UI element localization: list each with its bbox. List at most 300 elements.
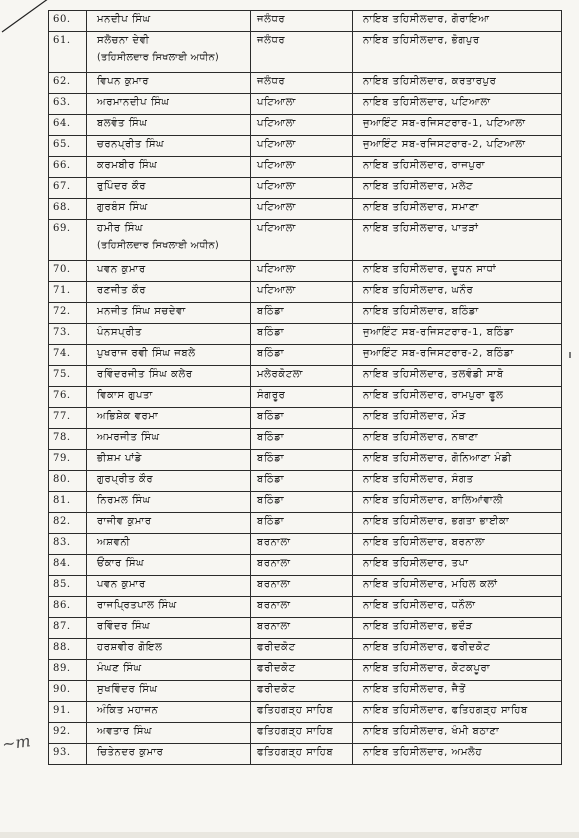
name-cell-text: ਹਰਸ਼ਵੀਰ ਗੋਇਲ xyxy=(97,642,163,653)
table-row xyxy=(49,303,562,324)
posting-cell xyxy=(353,576,562,597)
serial-number-cell xyxy=(49,324,87,345)
posting-cell-text: ਨਾਇਬ ਤਹਿਸੀਲਦਾਰ, ਮਲੇਟ xyxy=(363,181,474,192)
district-cell-text: ਫਤਿਹਗੜ੍ਹ ਸਾਹਿਬ xyxy=(257,726,334,737)
name-cell xyxy=(87,115,251,136)
table-row xyxy=(49,115,562,136)
serial-number-cell-text: 69. xyxy=(53,223,71,234)
name-cell-text: ਰਵਿੰਦਰਜੀਤ ਸਿੰਘ ਕਲੇਰ xyxy=(97,369,193,380)
district-cell-text: ਬਠਿੰਡਾ xyxy=(257,495,285,506)
posting-cell-text: ਨਾਇਬ ਤਹਿਸੀਲਦਾਰ, ਕਰਤਾਰਪੁਰ xyxy=(363,76,497,87)
posting-cell-text: ਨਾਇਬ ਤਹਿਸੀਲਦਾਰ, ਨਥਾਣਾ xyxy=(363,432,479,443)
name-cell xyxy=(87,32,251,73)
district-cell xyxy=(251,576,353,597)
name-cell xyxy=(87,681,251,702)
serial-number-cell-text: 73. xyxy=(53,327,71,338)
name-cell xyxy=(87,723,251,744)
district-cell-text: ਬਠਿੰਡਾ xyxy=(257,474,285,485)
posting-cell-text: ਨਾਇਬ ਤਹਿਸੀਲਦਾਰ, ਮਹਿਲ ਕਲਾਂ xyxy=(363,579,498,590)
district-cell-text: ਫਰੀਦਕੋਟ xyxy=(257,642,296,653)
name-cell xyxy=(87,429,251,450)
serial-number-cell-text: 65. xyxy=(53,139,71,150)
posting-cell-text: ਨਾਇਬ ਤਹਿਸੀਲਦਾਰ, ਸਮਾਣਾ xyxy=(363,202,479,213)
table-row xyxy=(49,345,562,366)
serial-number-cell xyxy=(49,199,87,220)
district-cell-text: ਫਤਿਹਗੜ੍ਹ ਸਾਹਿਬ xyxy=(257,747,334,758)
name-cell-text: ਮਨਦੀਪ ਸਿੰਘ xyxy=(97,14,151,25)
district-cell-text: ਬਠਿੰਡਾ xyxy=(257,348,285,359)
serial-number-cell xyxy=(49,471,87,492)
serial-number-cell-text: 62. xyxy=(53,76,71,87)
district-cell xyxy=(251,345,353,366)
district-cell xyxy=(251,639,353,660)
posting-cell-text: ਨਾਇਬ ਤਹਿਸੀਲਦਾਰ, ਬਾਲਿਆਂਵਾਲੀ xyxy=(363,495,504,506)
district-cell xyxy=(251,681,353,702)
name-cell-text: ਚਰਨਪ੍ਰੀਤ ਸਿੰਘ xyxy=(97,139,165,150)
district-cell xyxy=(251,303,353,324)
name-cell xyxy=(87,220,251,261)
posting-cell-text: ਨਾਇਬ ਤਹਿਸੀਲਦਾਰ, ਰਾਮਪੁਰਾ ਫੂਲ xyxy=(363,390,504,401)
posting-cell-text: ਨਾਇਬ ਤਹਿਸੀਲਦਾਰ, ਭਦੌੜ xyxy=(363,621,473,632)
name-cell-text: ਗੁਰਬੰਸ ਸਿੰਘ xyxy=(97,202,148,213)
district-cell xyxy=(251,136,353,157)
posting-cell xyxy=(353,11,562,32)
district-cell xyxy=(251,660,353,681)
district-cell xyxy=(251,157,353,178)
name-cell xyxy=(87,136,251,157)
serial-number-cell xyxy=(49,555,87,576)
posting-cell xyxy=(353,366,562,387)
serial-number-cell xyxy=(49,73,87,94)
name-cell-text: ਕਰਮਬੀਰ ਸਿੰਘ xyxy=(97,160,158,171)
posting-cell-text: ਨਾਇਬ ਤਹਿਸੀਲਦਾਰ, ਪਾਤੜਾਂ xyxy=(363,223,479,234)
table-body xyxy=(49,11,562,765)
name-cell xyxy=(87,597,251,618)
serial-number-cell xyxy=(49,702,87,723)
posting-cell xyxy=(353,450,562,471)
handwritten-margin-mark: ~m xyxy=(0,731,32,754)
name-cell-text: ਰਵਿੰਦਰ ਸਿੰਘ xyxy=(97,621,151,632)
serial-number-cell xyxy=(49,429,87,450)
posting-cell xyxy=(353,723,562,744)
name-cell-text: ਸੁਖਵਿੰਦਰ ਸਿੰਘ xyxy=(97,684,158,695)
district-cell-text: ਪਟਿਆਲਾ xyxy=(257,139,296,150)
name-cell-text: ਰਣਜੀਤ ਕੌਰ xyxy=(97,285,147,296)
district-cell-text: ਪਟਿਆਲਾ xyxy=(257,202,296,213)
name-cell xyxy=(87,366,251,387)
serial-number-cell-text: 84. xyxy=(53,558,71,569)
posting-cell-text: ਨਾਇਬ ਤਹਿਸੀਲਦਾਰ, ਦੂਧਨ ਸਾਧਾਂ xyxy=(363,264,497,275)
serial-number-cell-text: 74. xyxy=(53,348,71,359)
serial-number-cell xyxy=(49,723,87,744)
name-cell xyxy=(87,408,251,429)
district-cell xyxy=(251,492,353,513)
posting-cell-text: ਨਾਇਬ ਤਹਿਸੀਲਦਾਰ, ਖੰਮੀ ਬਠਾਣਾ xyxy=(363,726,500,737)
serial-number-cell xyxy=(49,744,87,765)
posting-cell xyxy=(353,429,562,450)
posting-cell-text: ਨਾਇਬ ਤਹਿਸੀਲਦਾਰ, ਰਾਜਪੁਰਾ xyxy=(363,160,486,171)
name-cell xyxy=(87,345,251,366)
table-row xyxy=(49,73,562,94)
serial-number-cell-text: 86. xyxy=(53,600,71,611)
name-cell-text: ਮੰਘਣ ਸਿੰਘ xyxy=(97,663,142,674)
name-cell-text: ਅਸ਼ਵਨੀ xyxy=(97,537,131,548)
page-bottom-edge xyxy=(0,832,579,838)
posting-cell-text: ਨਾਇਬ ਤਹਿਸੀਲਦਾਰ, ਪਟਿਆਲਾ xyxy=(363,97,491,108)
name-cell-text: ਗੁਰਪ੍ਰੀਤ ਕੌਰ xyxy=(97,474,154,485)
district-cell xyxy=(251,618,353,639)
name-cell-text: ਵਿਕਾਸ ਗੁਪਤਾ xyxy=(97,390,153,401)
table-row xyxy=(49,32,562,73)
district-cell-text: ਪਟਿਆਲਾ xyxy=(257,223,296,234)
district-cell-text: ਬਰਨਾਲਾ xyxy=(257,621,291,632)
district-cell xyxy=(251,282,353,303)
district-cell-text: ਪਟਿਆਲਾ xyxy=(257,264,296,275)
district-cell xyxy=(251,178,353,199)
posting-cell-text: ਨਾਇਬ ਤਹਿਸੀਲਦਾਰ, ਕੋਟਕਪੂਰਾ xyxy=(363,663,491,674)
serial-number-cell-text: 70. xyxy=(53,264,71,275)
serial-number-cell xyxy=(49,597,87,618)
district-cell-text: ਪਟਿਆਲਾ xyxy=(257,118,296,129)
posting-cell xyxy=(353,702,562,723)
serial-number-cell-text: 67. xyxy=(53,181,71,192)
name-cell-text: ਅਵਤਾਰ ਸਿੰਘ xyxy=(97,726,153,737)
district-cell-text: ਮਲੇਰਕੋਟਲਾ xyxy=(257,369,303,380)
district-cell xyxy=(251,324,353,345)
district-cell xyxy=(251,534,353,555)
serial-number-cell-text: 78. xyxy=(53,432,71,443)
posting-cell xyxy=(353,513,562,534)
posting-cell xyxy=(353,303,562,324)
posting-cell-text: ਨਾਇਬ ਤਹਿਸੀਲਦਾਰ, ਭੋਗਪੁਰ xyxy=(363,35,480,46)
serial-number-cell-text: 77. xyxy=(53,411,71,422)
district-cell xyxy=(251,220,353,261)
posting-cell xyxy=(353,282,562,303)
name-cell xyxy=(87,282,251,303)
district-cell xyxy=(251,702,353,723)
serial-number-cell-text: 85. xyxy=(53,579,71,590)
posting-cell-text: ਜੁਆਇੰਟ ਸਬ-ਰਜਿਸਟਰਾਰ-1, ਪਟਿਆਲਾ xyxy=(363,118,526,129)
district-cell xyxy=(251,11,353,32)
table-row xyxy=(49,534,562,555)
posting-cell xyxy=(353,471,562,492)
name-cell-text: ਰਾਜਪ੍ਰਿਤਪਾਲ ਸਿੰਘ xyxy=(97,600,177,611)
name-cell-text: ਪੁਖਰਾਜ ਰਵੀ ਸਿੰਘ ਜਬਲੇ xyxy=(97,348,196,359)
posting-cell-text: ਨਾਇਬ ਤਹਿਸੀਲਦਾਰ, ਬਰਨਾਲਾ xyxy=(363,537,486,548)
name-cell xyxy=(87,178,251,199)
table-row xyxy=(49,157,562,178)
table-row xyxy=(49,597,562,618)
name-cell-text: ਨਿਰਮਲ ਸਿੰਘ xyxy=(97,495,151,506)
serial-number-cell xyxy=(49,387,87,408)
posting-cell xyxy=(353,73,562,94)
posting-cell xyxy=(353,597,562,618)
name-cell-text: ਸਲੋਚਨਾ ਦੇਵੀ xyxy=(97,35,150,46)
serial-number-cell xyxy=(49,94,87,115)
table-row xyxy=(49,366,562,387)
posting-cell-text: ਨਾਇਬ ਤਹਿਸੀਲਦਾਰ, ਬਠਿੰਡਾ xyxy=(363,306,479,317)
name-cell-text: ਮਨਜੀਤ ਸਿੰਘ ਸਚਦੇਵਾ xyxy=(97,306,186,317)
serial-number-cell-text: 76. xyxy=(53,390,71,401)
posting-cell xyxy=(353,324,562,345)
district-cell-text: ਜਲੰਧਰ xyxy=(257,76,286,87)
serial-number-cell xyxy=(49,178,87,199)
transfer-posting-table xyxy=(48,10,562,765)
name-cell xyxy=(87,576,251,597)
name-cell xyxy=(87,73,251,94)
table-row xyxy=(49,282,562,303)
table-row xyxy=(49,702,562,723)
posting-cell-text: ਨਾਇਬ ਤਹਿਸੀਲਦਾਰ, ਤਪਾ xyxy=(363,558,469,569)
name-cell xyxy=(87,324,251,345)
district-cell-text: ਬਠਿੰਡਾ xyxy=(257,411,285,422)
posting-cell-text: ਨਾਇਬ ਤਹਿਸੀਲਦਾਰ, ਅਮਲੋਹ xyxy=(363,747,483,758)
posting-cell-text: ਨਾਇਬ ਤਹਿਸੀਲਦਾਰ, ਜੈਤੋਂ xyxy=(363,684,466,695)
posting-cell-text: ਜੁਆਇੰਟ ਸਬ-ਰਜਿਸਟਰਾਰ-2, ਬਠਿੰਡਾ xyxy=(363,348,514,359)
posting-cell xyxy=(353,345,562,366)
serial-number-cell-text: 82. xyxy=(53,516,71,527)
posting-cell-text: ਨਾਇਬ ਤਹਿਸੀਲਦਾਰ, ਧਨੌਲਾ xyxy=(363,600,476,611)
name-cell xyxy=(87,450,251,471)
posting-cell xyxy=(353,534,562,555)
district-cell xyxy=(251,744,353,765)
serial-number-cell xyxy=(49,303,87,324)
serial-number-cell xyxy=(49,534,87,555)
district-cell-text: ਬਠਿੰਡਾ xyxy=(257,306,285,317)
posting-cell-text: ਨਾਇਬ ਤਹਿਸੀਲਦਾਰ, ਫਰੀਦਕੋਟ xyxy=(363,642,491,653)
posting-cell xyxy=(353,136,562,157)
district-cell xyxy=(251,450,353,471)
table-row xyxy=(49,513,562,534)
serial-number-cell xyxy=(49,450,87,471)
district-cell-text: ਬਰਨਾਲਾ xyxy=(257,579,291,590)
serial-number-cell xyxy=(49,366,87,387)
serial-number-cell xyxy=(49,660,87,681)
table-row xyxy=(49,723,562,744)
posting-cell xyxy=(353,199,562,220)
serial-number-cell xyxy=(49,492,87,513)
table-row xyxy=(49,660,562,681)
name-cell xyxy=(87,94,251,115)
serial-number-cell-text: 87. xyxy=(53,621,71,632)
table-row xyxy=(49,471,562,492)
posting-cell-text: ਨਾਇਬ ਤਹਿਸੀਲਦਾਰ, ਗੋਨਿਆਣਾ ਮੰਡੀ xyxy=(363,453,512,464)
table-row xyxy=(49,136,562,157)
name-cell xyxy=(87,303,251,324)
district-cell xyxy=(251,723,353,744)
name-cell xyxy=(87,157,251,178)
serial-number-cell xyxy=(49,11,87,32)
posting-cell xyxy=(353,157,562,178)
serial-number-cell xyxy=(49,345,87,366)
district-cell xyxy=(251,366,353,387)
posting-cell-text: ਨਾਇਬ ਤਹਿਸੀਲਦਾਰ, ਤਲਵੰਡੀ ਸਾਬੋ xyxy=(363,369,504,380)
posting-cell xyxy=(353,178,562,199)
name-cell-text: ਚਿਤੇਨਦਰ ਕੁਮਾਰ xyxy=(97,747,164,758)
name-cell xyxy=(87,492,251,513)
serial-number-cell xyxy=(49,136,87,157)
serial-number-cell-text: 92. xyxy=(53,726,71,737)
table-row xyxy=(49,11,562,32)
name-cell-text: ਅੰਕਿਤ ਮਹਾਜਨ xyxy=(97,705,159,716)
district-cell xyxy=(251,32,353,73)
name-cell xyxy=(87,513,251,534)
name-cell xyxy=(87,534,251,555)
posting-cell xyxy=(353,220,562,261)
posting-cell xyxy=(353,408,562,429)
table-row xyxy=(49,94,562,115)
serial-number-cell xyxy=(49,681,87,702)
name-cell-text: ਰਾਜੀਵ ਕੁਮਾਰ xyxy=(97,516,152,527)
table-row xyxy=(49,492,562,513)
posting-cell xyxy=(353,32,562,73)
district-cell-text: ਬਠਿੰਡਾ xyxy=(257,432,285,443)
posting-cell-text: ਜੁਆਇੰਟ ਸਬ-ਰਜਿਸਟਰਾਰ-2, ਪਟਿਆਲਾ xyxy=(363,139,526,150)
posting-cell xyxy=(353,94,562,115)
district-cell xyxy=(251,115,353,136)
district-cell-text: ਬਠਿੰਡਾ xyxy=(257,327,285,338)
serial-number-cell xyxy=(49,32,87,73)
district-cell-text: ਫਰੀਦਕੋਟ xyxy=(257,684,296,695)
serial-number-cell-text: 75. xyxy=(53,369,71,380)
name-cell xyxy=(87,660,251,681)
district-cell-text: ਸੰਗਰੂਰ xyxy=(257,390,286,401)
serial-number-cell xyxy=(49,408,87,429)
name-cell xyxy=(87,387,251,408)
name-cell xyxy=(87,11,251,32)
district-cell xyxy=(251,94,353,115)
district-cell xyxy=(251,387,353,408)
posting-cell-text: ਨਾਇਬ ਤਹਿਸੀਲਦਾਰ, ਗੋਰਾਇਆ xyxy=(363,14,490,25)
name-cell-text: ਅਮਰਜੀਤ ਸਿੰਘ xyxy=(97,432,160,443)
name-cell-text: ਭੀਸ਼ਮ ਪਾਂਡੇ xyxy=(97,453,142,464)
posting-cell-text: ਨਾਇਬ ਤਹਿਸੀਲਦਾਰ, ਫਤਿਹਗੜ੍ਹ ਸਾਹਿਬ xyxy=(363,705,528,716)
serial-number-cell-text: 61. xyxy=(53,35,71,46)
serial-number-cell-text: 60. xyxy=(53,14,71,25)
serial-number-cell-text: 83. xyxy=(53,537,71,548)
district-cell xyxy=(251,199,353,220)
name-cell xyxy=(87,744,251,765)
serial-number-cell-text: 64. xyxy=(53,118,71,129)
serial-number-cell xyxy=(49,157,87,178)
posting-cell xyxy=(353,555,562,576)
name-cell-text: ਰੁਪਿੰਦਰ ਕੌਰ xyxy=(97,181,147,192)
district-cell xyxy=(251,471,353,492)
name-cell-text: ਪਵਨ ਕੁਮਾਰ xyxy=(97,264,146,275)
serial-number-cell-text: 79. xyxy=(53,453,71,464)
posting-cell xyxy=(353,618,562,639)
posting-cell xyxy=(353,492,562,513)
serial-number-cell-text: 88. xyxy=(53,642,71,653)
serial-number-cell xyxy=(49,115,87,136)
name-cell xyxy=(87,555,251,576)
serial-number-cell xyxy=(49,618,87,639)
district-cell xyxy=(251,429,353,450)
name-note-text: (ਤਹਿਸੀਲਦਾਰ ਸਿਖਲਾਈ ਅਧੀਨ) xyxy=(97,52,220,63)
table-row xyxy=(49,199,562,220)
posting-cell-text: ਜੁਆਇੰਟ ਸਬ-ਰਜਿਸਟਰਾਰ-1, ਬਠਿੰਡਾ xyxy=(363,327,514,338)
serial-number-cell-text: 63. xyxy=(53,97,71,108)
serial-number-cell-text: 91. xyxy=(53,705,71,716)
serial-number-cell xyxy=(49,282,87,303)
serial-number-cell xyxy=(49,220,87,261)
district-cell-text: ਬਠਿੰਡਾ xyxy=(257,453,285,464)
district-cell xyxy=(251,597,353,618)
table-row xyxy=(49,555,562,576)
serial-number-cell-text: 66. xyxy=(53,160,71,171)
serial-number-cell xyxy=(49,576,87,597)
serial-number-cell-text: 93. xyxy=(53,747,71,758)
serial-number-cell-text: 89. xyxy=(53,663,71,674)
name-cell-text: ਵਿਪਨ ਕੁਮਾਰ xyxy=(97,76,150,87)
district-cell-text: ਬਰਨਾਲਾ xyxy=(257,600,291,611)
district-cell xyxy=(251,555,353,576)
table-row xyxy=(49,408,562,429)
posting-cell xyxy=(353,660,562,681)
posting-cell-text: ਨਾਇਬ ਤਹਿਸੀਲਦਾਰ, ਭਗਤਾ ਭਾਈਕਾ xyxy=(363,516,510,527)
name-cell-text: ਹਮੀਰ ਸਿੰਘ xyxy=(97,223,144,234)
name-cell-text: ਅਭਿਸ਼ੇਕ ਵਰਮਾ xyxy=(97,411,159,422)
district-cell-text: ਫਰੀਦਕੋਟ xyxy=(257,663,296,674)
district-cell-text: ਬਰਨਾਲਾ xyxy=(257,537,291,548)
table-row xyxy=(49,387,562,408)
district-cell-text: ਫਤਿਹਗੜ੍ਹ ਸਾਹਿਬ xyxy=(257,705,334,716)
name-cell xyxy=(87,618,251,639)
name-cell xyxy=(87,702,251,723)
district-cell-text: ਬਠਿੰਡਾ xyxy=(257,516,285,527)
posting-cell-text: ਨਾਇਬ ਤਹਿਸੀਲਦਾਰ, ਘਨੌਰ xyxy=(363,285,474,296)
table-row xyxy=(49,324,562,345)
serial-number-cell-text: 68. xyxy=(53,202,71,213)
district-cell-text: ਜਲੰਧਰ xyxy=(257,35,286,46)
district-cell-text: ਪਟਿਆਲਾ xyxy=(257,181,296,192)
district-cell-text: ਬਰਨਾਲਾ xyxy=(257,558,291,569)
posting-cell xyxy=(353,639,562,660)
posting-cell-text: ਨਾਇਬ ਤਹਿਸੀਲਦਾਰ, ਮੌੜ xyxy=(363,411,466,422)
serial-number-cell-text: 90. xyxy=(53,684,71,695)
posting-cell xyxy=(353,744,562,765)
name-cell-text: ਪਵਨ ਕੁਮਾਰ xyxy=(97,579,146,590)
district-cell xyxy=(251,408,353,429)
name-cell xyxy=(87,639,251,660)
name-cell xyxy=(87,261,251,282)
table-row xyxy=(49,450,562,471)
serial-number-cell xyxy=(49,513,87,534)
table-row xyxy=(49,261,562,282)
serial-number-cell-text: 80. xyxy=(53,474,71,485)
table-row xyxy=(49,220,562,261)
serial-number-cell xyxy=(49,261,87,282)
name-note-text: (ਤਹਿਸੀਲਦਾਰ ਸਿਖਲਾਈ ਅਧੀਨ) xyxy=(97,240,220,251)
table-row xyxy=(49,681,562,702)
table-row xyxy=(49,744,562,765)
table-row xyxy=(49,639,562,660)
serial-number-cell-text: 81. xyxy=(53,495,71,506)
table-row xyxy=(49,429,562,450)
district-cell-text: ਜਲੰਧਰ xyxy=(257,14,286,25)
posting-cell xyxy=(353,387,562,408)
district-cell-text: ਪਟਿਆਲਾ xyxy=(257,97,296,108)
district-cell xyxy=(251,73,353,94)
name-cell-text: ਓਂਕਾਰ ਸਿੰਘ xyxy=(97,558,145,569)
posting-cell xyxy=(353,115,562,136)
name-cell xyxy=(87,471,251,492)
posting-cell xyxy=(353,261,562,282)
district-cell-text: ਪਟਿਆਲਾ xyxy=(257,160,296,171)
serial-number-cell-text: 72. xyxy=(53,306,71,317)
name-cell xyxy=(87,199,251,220)
table-row xyxy=(49,178,562,199)
